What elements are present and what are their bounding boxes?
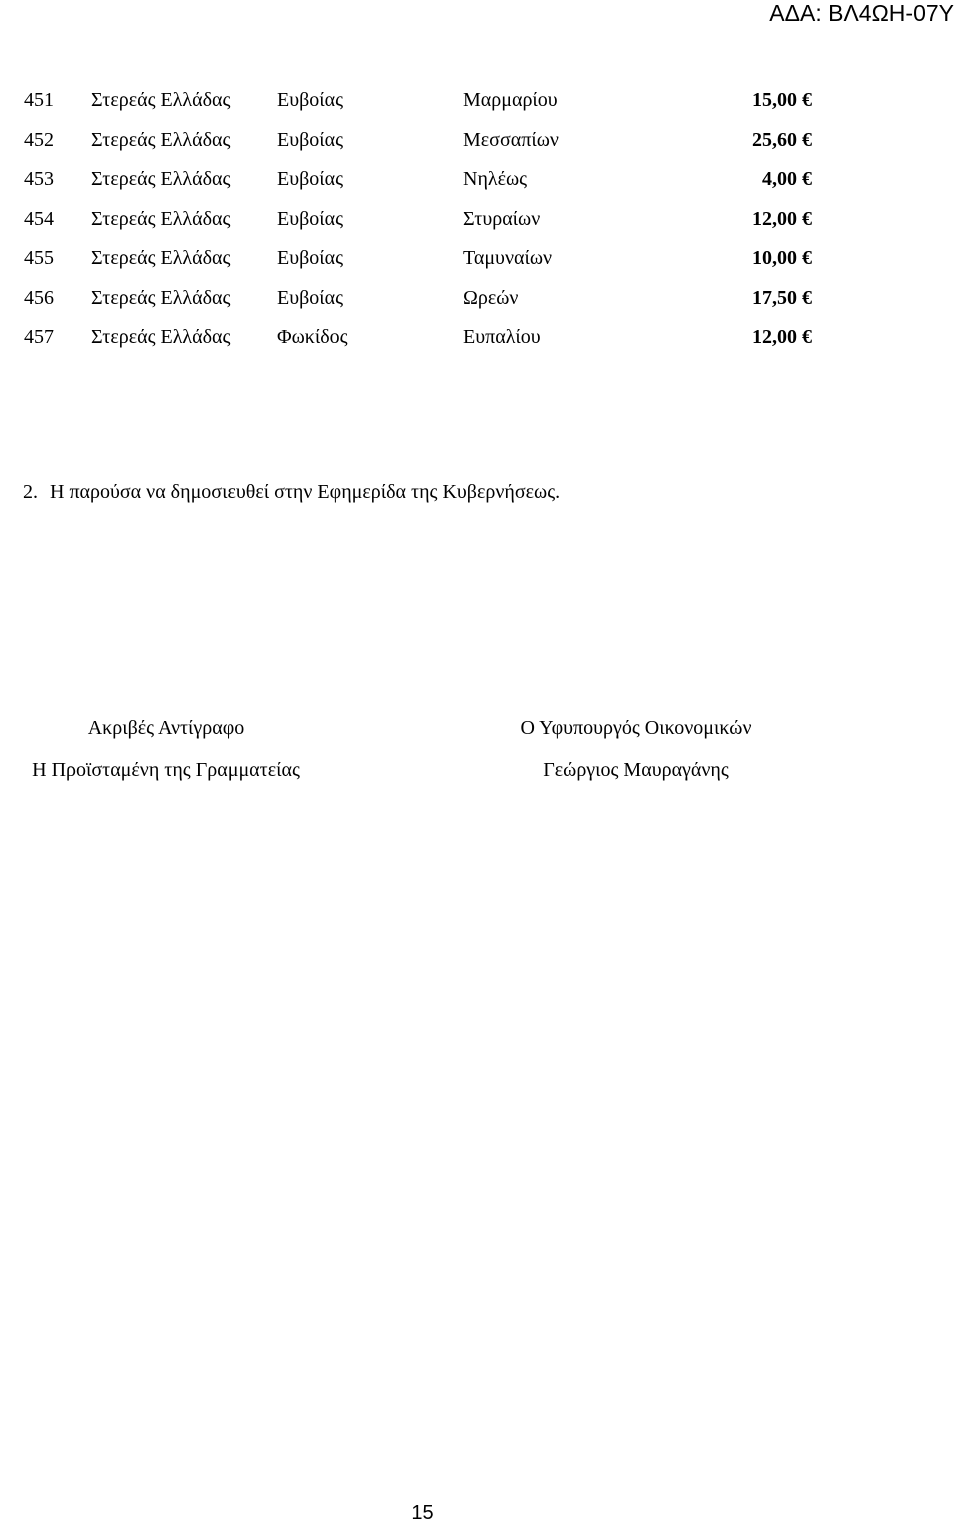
row-prefecture: Ευβοίας [277, 207, 344, 230]
row-amount: 4,00 € [762, 168, 812, 190]
row-number: 451 [24, 89, 54, 111]
row-region: Στερεάς Ελλάδας [91, 128, 231, 151]
row-amount: 17,50 € [752, 286, 812, 309]
row-region: Στερεάς Ελλάδας [91, 168, 231, 190]
row-municipality: Μαρμαρίου [463, 89, 558, 111]
row-prefecture: Ευβοίας [277, 247, 344, 269]
row-municipality: Ευπαλίου [463, 326, 541, 348]
row-region: Στερεάς Ελλάδας [91, 89, 231, 111]
row-prefecture: Ευβοίας [277, 168, 344, 190]
table-row [0, 244, 960, 284]
allocation-table [0, 86, 960, 363]
publication-paragraph [23, 478, 560, 506]
table-row [0, 126, 960, 166]
row-municipality: Μεσσαπίων [463, 128, 559, 151]
row-number: 453 [24, 168, 54, 190]
row-amount: 10,00 € [752, 247, 812, 269]
row-amount: 25,60 € [752, 128, 812, 151]
row-number: 455 [24, 247, 54, 269]
row-municipality: Ταμυναίων [463, 247, 553, 269]
ada-code-header: ΑΔΑ: ΒΛ4ΩΗ-07Υ [769, 0, 954, 26]
deputy-minister-signature-block [470, 714, 802, 798]
deputy-minister-title: Ο Υφυπουργός Οικονομικών [520, 717, 752, 739]
row-number: 457 [24, 326, 54, 348]
row-municipality: Στυραίων [463, 207, 541, 230]
table-row [0, 165, 960, 205]
row-prefecture: Ευβοίας [277, 286, 344, 309]
row-region: Στερεάς Ελλάδας [91, 326, 231, 348]
row-region: Στερεάς Ελλάδας [91, 207, 231, 230]
certified-copy-label: Ακριβές Αντίγραφο [87, 717, 245, 739]
row-municipality: Νηλέως [463, 168, 528, 190]
paragraph-text: Η παρούσα να δημοσιευθεί στην Εφημερίδα της Κυβερνήσεως. [50, 481, 561, 503]
row-amount: 12,00 € [752, 207, 812, 230]
certified-copy-signature-block [0, 714, 332, 798]
row-prefecture: Ευβοίας [277, 89, 344, 111]
row-number: 452 [24, 128, 54, 151]
row-municipality: Ωρεών [463, 286, 519, 309]
table-row [0, 323, 960, 363]
secretariat-head-label: Η Προϊσταμένη της Γραμματείας [32, 759, 300, 781]
table-row [0, 86, 960, 126]
deputy-minister-name: Γεώργιος Μαυραγάνης [543, 759, 729, 781]
paragraph-number: 2. [23, 481, 38, 503]
row-region: Στερεάς Ελλάδας [91, 286, 231, 309]
row-amount: 12,00 € [752, 326, 812, 348]
table-row [0, 205, 960, 245]
row-prefecture: Φωκίδος [277, 326, 348, 348]
row-amount: 15,00 € [752, 89, 812, 111]
row-number: 456 [24, 286, 54, 309]
row-region: Στερεάς Ελλάδας [91, 247, 231, 269]
row-prefecture: Ευβοίας [277, 128, 344, 151]
page-number: 15 [411, 1502, 434, 1524]
row-number: 454 [24, 207, 54, 230]
table-row [0, 284, 960, 324]
